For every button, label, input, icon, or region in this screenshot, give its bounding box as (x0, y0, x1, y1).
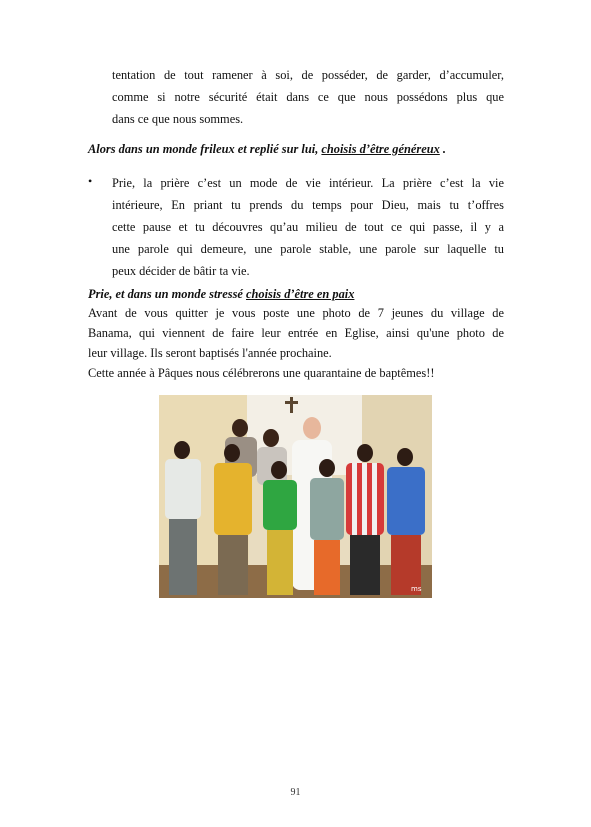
bullet-line-1: Prie, la prière c’est un mode de vie intérieur. La prière c’est la vie (112, 176, 504, 190)
page-number: 91 (290, 787, 301, 798)
heading-peace-underlined: choisis d’être en paix (246, 287, 355, 301)
bullet-line-5: peux décider de bâtir ta vie. (112, 264, 250, 278)
heading-generous-underlined: choisis d’être généreux (321, 142, 440, 156)
baptism-line-1: Avant de vous quitter je vous poste une photo de 7 jeunes du village de (88, 306, 504, 320)
heading-generous-prefix: Alors dans un monde frileux et replié sur lui, (88, 142, 322, 156)
heading-generous (88, 139, 508, 159)
heading-generous-suffix: . (439, 142, 446, 156)
bullet-line-4: une parole qui demeure, une parole stable, une parole sur laquelle tu (112, 242, 504, 256)
intro-line-1: tentation de tout ramener à soi, de posséder, de garder, d’accumuler, (112, 68, 504, 82)
intro-paragraph (112, 64, 504, 130)
bullet-line-2: intérieure, En priant tu prends du temps pour Dieu, mais tu t’offres (112, 198, 504, 212)
bullet-line-3: cette pause et tu découvres qu’au milieu de tout ce qui passe, il y a (112, 220, 504, 234)
bullet-marker: • (88, 174, 93, 188)
heading-peace (88, 284, 508, 304)
baptism-line-2: Banama, qui viennent de faire leur entrée en Eglise, ainsi qu'une photo de (88, 326, 504, 340)
baptism-line-4: Cette année à Pâques nous célébrerons une quarantaine de baptêmes!! (88, 366, 435, 380)
group-photo (159, 395, 432, 598)
intro-line-2: comme si notre sécurité était dans ce que nous possédons plus que (112, 90, 504, 104)
baptism-paragraph (88, 303, 504, 383)
intro-line-3: dans ce que nous sommes. (112, 112, 244, 126)
bullet-paragraph (112, 172, 504, 282)
baptism-line-3: leur village. Ils seront baptisés l'année prochaine. (88, 346, 332, 360)
heading-peace-prefix: Prie, et dans un monde stressé (88, 287, 246, 301)
photo-watermark: ms (411, 585, 422, 593)
